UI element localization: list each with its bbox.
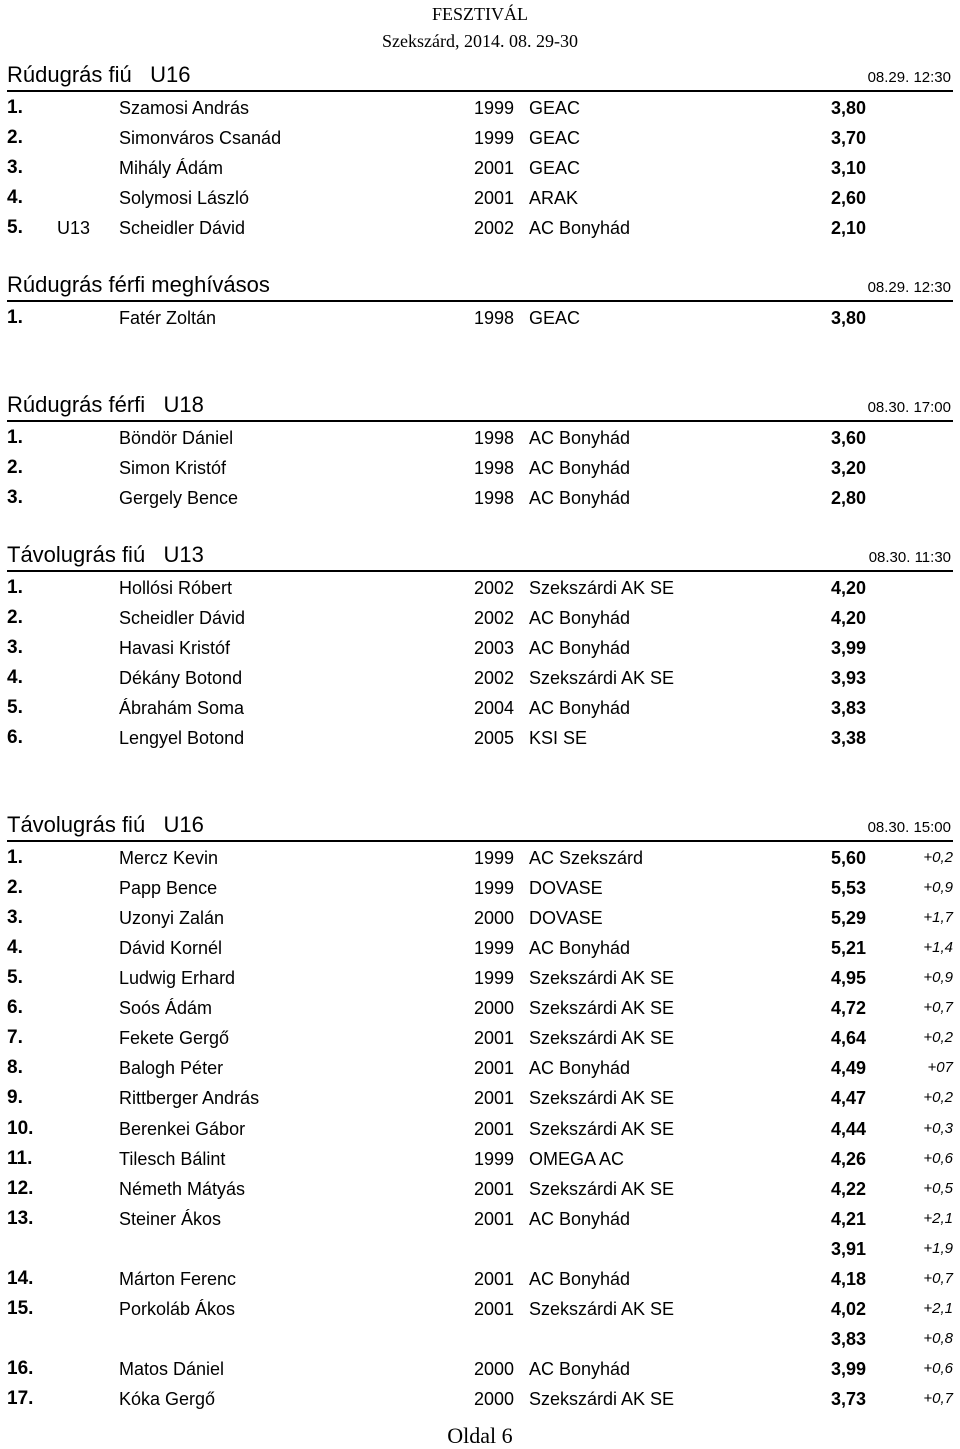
birth-year: 2001 [474, 1088, 515, 1109]
athlete-name: Szamosi András [119, 98, 250, 118]
result-mark: 4,21 [830, 1208, 866, 1229]
result-mark: 3,93 [830, 668, 866, 689]
document-title: FESZTIVÁL [432, 4, 528, 24]
club-name: Szekszárdi AK SE [529, 1118, 675, 1139]
result-mark: 4,47 [830, 1088, 866, 1109]
result-mark: 3,99 [830, 638, 866, 659]
wind-reading: +0,9 [923, 879, 953, 896]
wind-reading: +1,9 [923, 1239, 953, 1257]
club-name: OMEGA AC [529, 1148, 625, 1169]
result-row [0, 304, 960, 332]
result-row [0, 484, 960, 512]
result-row [0, 604, 960, 632]
club-name: AC Bonyhád [529, 638, 631, 659]
result-row [0, 874, 960, 902]
result-row [0, 844, 960, 872]
athlete-name: Balogh Péter [119, 1058, 224, 1079]
athlete-name: Böndör Dániel [119, 428, 234, 448]
club-name: AC Bonyhád [529, 1358, 631, 1379]
athlete-name: Hollósi Róbert [119, 578, 233, 598]
section-header [7, 272, 953, 302]
result-row [0, 664, 960, 692]
wind-reading: +0,6 [923, 1359, 953, 1377]
result-row [0, 1355, 960, 1383]
result-row [0, 694, 960, 722]
club-name: AC Bonyhád [529, 458, 631, 479]
wind-reading: +0,2 [923, 1029, 953, 1047]
result-mark: 4,20 [830, 578, 866, 598]
event-name: Rúdugrás fiú U16 [7, 62, 191, 87]
club-name: AC Bonyhád [529, 218, 631, 239]
result-row [0, 994, 960, 1022]
club-name: KSI SE [529, 728, 588, 749]
result-mark: 4,95 [830, 968, 866, 989]
wind-reading: +0,7 [923, 999, 953, 1017]
place-number: 1. [7, 427, 23, 448]
result-row [0, 934, 960, 962]
birth-year: 2003 [474, 638, 515, 659]
club-name: DOVASE [529, 878, 603, 898]
result-mark: 4,18 [830, 1268, 866, 1289]
result-row [0, 154, 960, 182]
result-row [0, 454, 960, 482]
club-name: GEAC [529, 128, 581, 148]
result-mark: 2,60 [830, 188, 866, 209]
athlete-name: Matos Dániel [119, 1358, 225, 1379]
club-name: Szekszárdi AK SE [529, 1388, 675, 1409]
wind-reading: +1,4 [923, 939, 953, 957]
club-name: AC Bonyhád [529, 608, 631, 628]
result-row [0, 424, 960, 452]
page-number: Oldal 6 [447, 1423, 513, 1448]
athlete-name: Mercz Kevin [119, 848, 219, 868]
result-mark: 4,26 [830, 1148, 866, 1169]
wind-reading: +0,7 [923, 1269, 953, 1287]
birth-year: 1998 [474, 458, 515, 479]
club-name: Szekszárdi AK SE [529, 998, 675, 1019]
result-row [0, 634, 960, 662]
result-mark: 4,44 [830, 1118, 866, 1139]
result-mark: 2,80 [830, 488, 866, 509]
document-subtitle: Szekszárd, 2014. 08. 29-30 [382, 31, 578, 51]
place-number: 15. [7, 1297, 34, 1319]
club-name: Szekszárdi AK SE [529, 1178, 675, 1199]
club-name: AC Szekszárd [529, 848, 644, 868]
event-time: 08.29. 12:30 [867, 69, 951, 86]
athlete-name: Porkoláb Ákos [119, 1298, 236, 1319]
wind-reading: +0,5 [923, 1179, 953, 1197]
birth-year: 2002 [474, 608, 515, 628]
event-time: 08.29. 12:30 [867, 279, 951, 296]
athlete-name: Lengyel Botond [119, 728, 245, 749]
place-number: 2. [7, 127, 23, 148]
result-mark: 4,64 [830, 1028, 866, 1049]
result-row [0, 1175, 960, 1203]
place-number: 6. [7, 997, 23, 1019]
place-number: 5. [7, 967, 23, 989]
result-mark: 4,49 [830, 1058, 866, 1079]
section-header [7, 392, 953, 422]
result-row [0, 724, 960, 752]
result-mark: 5,29 [830, 908, 866, 929]
club-name: AC Bonyhád [529, 488, 631, 509]
athlete-name: Márton Ferenc [119, 1268, 237, 1289]
result-mark: 3,83 [830, 698, 866, 719]
birth-year: 2002 [474, 578, 515, 598]
athlete-name: Solymosi László [119, 188, 250, 209]
club-name: Szekszárdi AK SE [529, 578, 675, 598]
birth-year: 1998 [474, 308, 515, 328]
birth-year: 2002 [474, 668, 515, 689]
birth-year: 2002 [474, 218, 515, 239]
wind-reading: +2,1 [923, 1299, 953, 1317]
section-header [7, 542, 953, 572]
result-row [0, 94, 960, 122]
wind-reading: +07 [927, 1059, 953, 1077]
event-name: Rúdugrás férfi meghívásos [7, 272, 270, 297]
result-row [0, 1024, 960, 1052]
result-row [0, 184, 960, 212]
place-number: 1. [7, 307, 23, 328]
athlete-name: Németh Mátyás [119, 1178, 246, 1199]
birth-year: 2001 [474, 158, 515, 179]
club-name: Szekszárdi AK SE [529, 968, 675, 989]
birth-year: 2001 [474, 188, 515, 209]
result-row [0, 904, 960, 932]
place-number: 13. [7, 1207, 34, 1229]
result-mark: 4,02 [830, 1298, 866, 1319]
result-mark: 2,10 [830, 218, 866, 239]
result-row [0, 214, 960, 242]
place-number: 9. [7, 1087, 23, 1109]
place-number: 16. [7, 1357, 34, 1379]
birth-year: 1998 [474, 428, 515, 448]
athlete-name: Dávid Kornél [119, 938, 223, 959]
place-number: 10. [7, 1117, 34, 1139]
place-number: 4. [7, 667, 23, 689]
wind-reading: +0,9 [923, 969, 953, 987]
athlete-name: Kóka Gergő [119, 1388, 216, 1409]
result-mark: 3,80 [830, 308, 866, 328]
birth-year: 2001 [474, 1118, 515, 1139]
place-number: 2. [7, 457, 23, 479]
result-mark: 5,53 [830, 878, 866, 898]
club-name: AC Bonyhád [529, 938, 631, 959]
result-mark: 3,91 [830, 1238, 866, 1259]
result-row [0, 1115, 960, 1143]
birth-year: 2000 [474, 1388, 515, 1409]
result-mark: 5,60 [830, 848, 866, 868]
athlete-name: Dékány Botond [119, 668, 243, 689]
place-number: 3. [7, 487, 23, 509]
birth-year: 1998 [474, 488, 515, 509]
result-mark: 3,60 [830, 428, 866, 448]
place-number: 1. [7, 577, 23, 598]
wind-reading: +0,7 [923, 1389, 953, 1407]
birth-year: 2004 [474, 698, 515, 719]
athlete-name: Fatér Zoltán [119, 308, 217, 328]
event-name: Távolugrás fiú U13 [7, 542, 204, 567]
athlete-name: Rittberger András [119, 1088, 260, 1109]
club-name: GEAC [529, 308, 581, 328]
place-number: 1. [7, 97, 23, 118]
place-number: 4. [7, 937, 23, 959]
wind-reading: +0,3 [923, 1119, 953, 1137]
wind-reading: +0,2 [923, 1089, 953, 1107]
athlete-name: Uzonyi Zalán [119, 908, 225, 929]
club-name: AC Bonyhád [529, 698, 631, 719]
result-mark: 3,83 [830, 1328, 866, 1349]
place-number: 8. [7, 1057, 23, 1079]
birth-year: 2001 [474, 1178, 515, 1199]
birth-year: 1999 [474, 128, 515, 148]
birth-year: 1999 [474, 878, 515, 898]
club-name: GEAC [529, 98, 581, 118]
wind-reading: +0,2 [923, 849, 953, 866]
birth-year: 2001 [474, 1058, 515, 1079]
birth-year: 1999 [474, 98, 515, 118]
result-row [0, 1325, 960, 1353]
section-header [7, 62, 953, 92]
result-mark: 3,73 [830, 1388, 866, 1409]
athlete-name: Scheidler Dávid [119, 218, 246, 239]
place-number: 12. [7, 1177, 34, 1199]
place-number: 17. [7, 1387, 34, 1409]
result-row [0, 1235, 960, 1263]
birth-year: 2001 [474, 1298, 515, 1319]
result-mark: 3,80 [830, 98, 866, 118]
wind-reading: +2,1 [923, 1209, 953, 1227]
athlete-name: Steiner Ákos [119, 1208, 222, 1229]
result-row [0, 1145, 960, 1173]
athlete-name: Gergely Bence [119, 488, 239, 509]
wind-reading: +0,8 [923, 1329, 953, 1347]
result-row [0, 1205, 960, 1233]
result-mark: 4,22 [830, 1178, 866, 1199]
athlete-name: Papp Bence [119, 878, 218, 898]
birth-year: 2001 [474, 1028, 515, 1049]
athlete-name: Ábrahám Soma [119, 698, 245, 719]
club-name: AC Bonyhád [529, 428, 631, 448]
place-number: 3. [7, 157, 23, 179]
athlete-name: Simonváros Csanád [119, 128, 282, 148]
result-mark: 3,20 [830, 458, 866, 479]
athlete-name: Soós Ádám [119, 998, 213, 1019]
event-time: 08.30. 11:30 [868, 549, 951, 566]
wind-reading: +1,7 [923, 909, 953, 927]
result-row [0, 1265, 960, 1293]
athlete-name: Fekete Gergő [119, 1028, 230, 1049]
event-name: Távolugrás fiú U16 [7, 812, 204, 837]
place-number: 7. [7, 1027, 23, 1049]
club-name: Szekszárdi AK SE [529, 1028, 675, 1049]
club-name: AC Bonyhád [529, 1058, 631, 1079]
athlete-name: Tilesch Bálint [119, 1148, 226, 1169]
place-number: 2. [7, 607, 23, 628]
place-number: 14. [7, 1267, 34, 1289]
club-name: Szekszárdi AK SE [529, 668, 675, 689]
result-row [0, 574, 960, 602]
place-number: 2. [7, 877, 23, 898]
event-name: Rúdugrás férfi U18 [7, 392, 204, 417]
athlete-name: Ludwig Erhard [119, 968, 236, 989]
result-row [0, 1385, 960, 1413]
category-label: U13 [57, 218, 91, 239]
result-mark: 4,72 [830, 998, 866, 1019]
club-name: Szekszárdi AK SE [529, 1088, 675, 1109]
place-number: 1. [7, 847, 23, 868]
result-row [0, 1295, 960, 1323]
athlete-name: Berenkei Gábor [119, 1118, 246, 1139]
birth-year: 1999 [474, 848, 515, 868]
birth-year: 2001 [474, 1268, 515, 1289]
place-number: 3. [7, 637, 23, 659]
place-number: 5. [7, 217, 23, 239]
club-name: AC Bonyhád [529, 1268, 631, 1289]
club-name: Szekszárdi AK SE [529, 1298, 675, 1319]
athlete-name: Havasi Kristóf [119, 638, 231, 659]
place-number: 4. [7, 187, 23, 209]
place-number: 3. [7, 907, 23, 929]
club-name: GEAC [529, 158, 581, 179]
result-mark: 3,38 [830, 728, 866, 749]
birth-year: 2005 [474, 728, 515, 749]
result-mark: 5,21 [830, 938, 866, 959]
birth-year: 2000 [474, 1358, 515, 1379]
birth-year: 2000 [474, 998, 515, 1019]
wind-reading: +0,6 [923, 1149, 953, 1167]
club-name: DOVASE [529, 908, 603, 929]
birth-year: 1999 [474, 938, 515, 959]
result-row [0, 1054, 960, 1082]
club-name: AC Bonyhád [529, 1208, 631, 1229]
result-row [0, 124, 960, 152]
club-name: ARAK [529, 188, 579, 209]
result-row [0, 964, 960, 992]
place-number: 11. [7, 1147, 33, 1169]
athlete-name: Scheidler Dávid [119, 608, 246, 628]
place-number: 6. [7, 727, 23, 749]
athlete-name: Mihály Ádám [119, 158, 224, 179]
event-time: 08.30. 17:00 [867, 399, 951, 416]
birth-year: 1999 [474, 968, 515, 989]
section-header [7, 812, 953, 842]
birth-year: 2000 [474, 908, 515, 929]
result-mark: 3,10 [830, 158, 866, 179]
birth-year: 2001 [474, 1208, 515, 1229]
result-row [0, 1084, 960, 1112]
result-mark: 3,99 [830, 1358, 866, 1379]
result-mark: 4,20 [830, 608, 866, 628]
event-time: 08.30. 15:00 [867, 819, 951, 836]
result-mark: 3,70 [830, 128, 866, 148]
place-number: 5. [7, 697, 23, 719]
athlete-name: Simon Kristóf [119, 458, 227, 479]
birth-year: 1999 [474, 1148, 515, 1169]
